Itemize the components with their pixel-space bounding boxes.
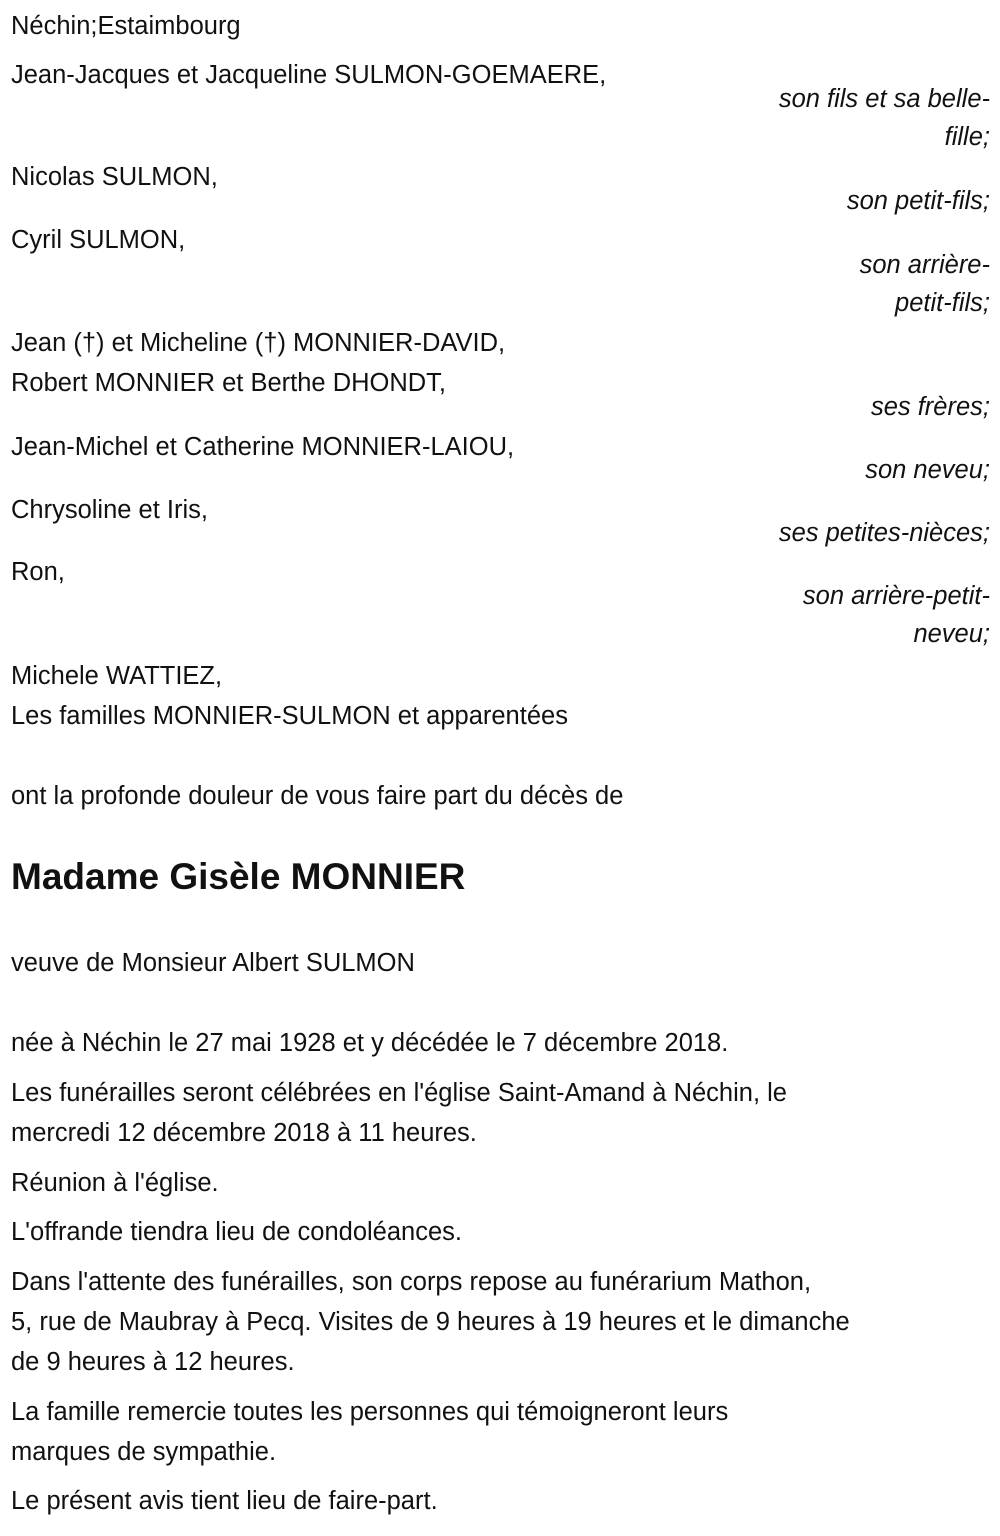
meeting-info: Réunion à l'église.: [11, 1169, 219, 1197]
visit-info: Dans l'attente des funérailles, son corps repose au funérarium Mathon,: [11, 1268, 812, 1296]
funeral-info: Les funérailles seront célébrées en l'église Saint-Amand à Néchin, le: [11, 1079, 787, 1107]
visit-info: 5, rue de Maubray à Pecq. Visites de 9 heures à 19 heures et le dimanche: [11, 1308, 850, 1336]
family-names: Jean-Michel et Catherine MONNIER-LAIOU,: [11, 433, 515, 461]
visit-info: de 9 heures à 12 heures.: [11, 1348, 295, 1376]
family-role: petit-fils;: [895, 289, 990, 317]
family-names: Ron,: [11, 558, 65, 586]
family-names: Jean-Jacques et Jacqueline SULMON-GOEMAERE,: [11, 61, 607, 89]
announcement: ont la profonde douleur de vous faire part du décès de: [11, 782, 624, 810]
location: Néchin;Estaimbourg: [11, 12, 241, 40]
offering-info: L'offrande tiendra lieu de condoléances.: [11, 1218, 462, 1246]
funeral-info: mercredi 12 décembre 2018 à 11 heures.: [11, 1119, 477, 1147]
deceased-name: Madame Gisèle MONNIER: [11, 856, 466, 897]
family-role: fille;: [944, 123, 990, 151]
family-names: Nicolas SULMON,: [11, 163, 218, 191]
family-names: Chrysoline et Iris,: [11, 496, 208, 524]
family-names: Les familles MONNIER-SULMON et apparentées: [11, 702, 568, 730]
family-role: ses petites-nièces;: [778, 519, 990, 547]
thanks: La famille remercie toutes les personnes qui témoigneront leurs: [11, 1398, 729, 1426]
birth-death: née à Néchin le 27 mai 1928 et y décédée le 7 décembre 2018.: [11, 1029, 729, 1057]
family-role: neveu;: [913, 620, 990, 648]
family-names: Michele WATTIEZ,: [11, 662, 223, 690]
family-role: son fils et sa belle-: [778, 85, 990, 113]
family-names: Robert MONNIER et Berthe DHONDT,: [11, 369, 447, 397]
family-names: Cyril SULMON,: [11, 226, 186, 254]
family-role: son neveu;: [865, 456, 990, 484]
family-role: ses frères;: [870, 393, 990, 421]
family-names: Jean (†) et Micheline (†) MONNIER-DAVID,: [11, 329, 506, 357]
notice: Le présent avis tient lieu de faire-part.: [11, 1487, 438, 1515]
widow-of: veuve de Monsieur Albert SULMON: [11, 949, 415, 977]
thanks: marques de sympathie.: [11, 1438, 277, 1466]
family-role: son arrière-: [859, 251, 990, 279]
family-role: son petit-fils;: [846, 187, 990, 215]
family-role: son arrière-petit-: [802, 582, 990, 610]
